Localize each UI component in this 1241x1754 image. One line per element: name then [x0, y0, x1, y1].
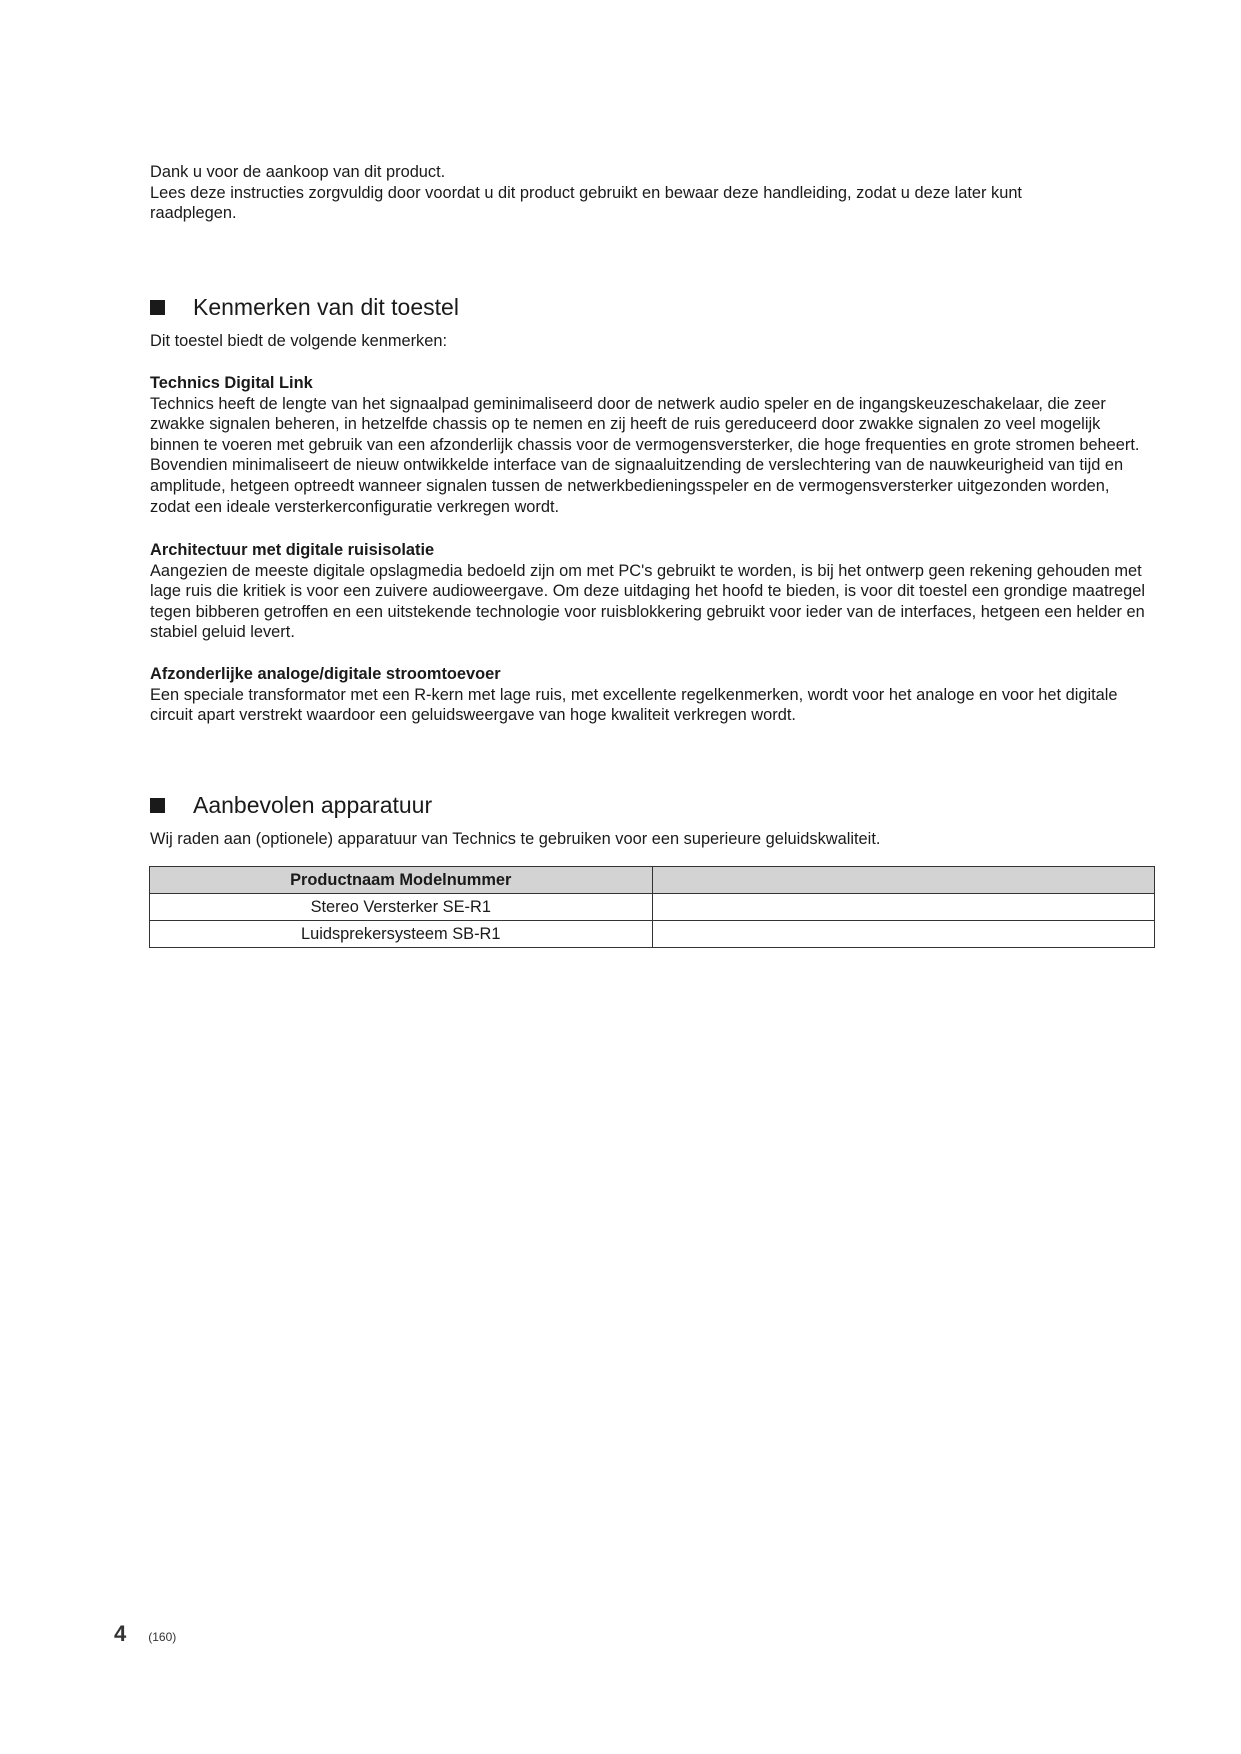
feature-title: Architectuur met digitale ruisisolatie: [150, 541, 435, 559]
page-reference: (160): [148, 1630, 177, 1644]
feature-item: [150, 373, 1150, 517]
table-cell: Stereo Versterker SE-R1: [150, 894, 653, 921]
table-cell: Luidsprekersysteem SB-R1: [150, 921, 653, 948]
square-bullet-icon: [150, 300, 165, 315]
features-lead: Dit toestel biedt de volgende kenmerken:: [150, 332, 448, 350]
recommended-heading: [150, 791, 432, 819]
table-cell: [652, 894, 1155, 921]
table-cell: [652, 921, 1155, 948]
feature-title: Afzonderlijke analoge/digitale stroomtoevoer: [150, 665, 501, 683]
feature-item: [150, 540, 1150, 643]
intro-line-1: Dank u voor de aankoop van dit product.: [150, 163, 446, 181]
page-footer: [114, 1621, 176, 1647]
recommended-heading-text: Aanbevolen apparatuur: [193, 792, 433, 818]
recommended-equipment-table: [149, 866, 1155, 948]
feature-item: [150, 664, 1150, 726]
table-header-row: [150, 867, 1155, 894]
page-number: 4: [114, 1621, 127, 1646]
features-heading: [150, 293, 459, 321]
table-row: [150, 894, 1155, 921]
table-header-cell: Productnaam Modelnummer: [150, 867, 653, 894]
table-header-cell: [652, 867, 1155, 894]
feature-title: Technics Digital Link: [150, 374, 313, 392]
features-heading-text: Kenmerken van dit toestel: [193, 294, 459, 320]
intro-text: [150, 162, 1110, 224]
feature-body: Technics heeft de lengte van het signaalpad geminimaliseerd door de netwerk audio speler en de ingangskeuzeschakelaar, die zeer zwakke signalen beheren, in hetzelfde chassis op te nemen en zij heeft de ruis gereduceerd door zwakke signalen zo veel mogelijk binnen te voeren met gebruik van een afzonderlijk chassis voor de vermogensversterker, die hoge frequenties en grote stromen beheert. Bovendien minimaliseert de nieuw ontwikkelde interface van de signaaluitzending de verslechtering van de nauwkeurigheid van tijd en amplitude, hetgeen optreedt wanneer signalen tussen de netwerkbedieningsspeler en de vermogensversterker uitgezonden worden, zodat een ideale versterkerconfiguratie verkregen wordt.: [150, 394, 1140, 516]
intro-line-2: Lees deze instructies zorgvuldig door voordat u dit product gebruikt en bewaar deze handleiding, zodat u deze later kunt raadplegen.: [150, 183, 1022, 222]
feature-body: Een speciale transformator met een R-kern met lage ruis, met excellente regelkenmerken, wordt voor het analoge en voor het digitale circuit apart verstrekt waardoor een geluidsweergave van hoge kwaliteit verkregen wordt.: [150, 685, 1118, 725]
square-bullet-icon: [150, 798, 165, 813]
feature-body: Aangezien de meeste digitale opslagmedia bedoeld zijn om met PC's gebruikt te worden, is bij het ontwerp geen rekening gehouden met lage ruis die kritiek is voor een zuivere audioweergave. Om deze uitdaging het hoofd te bieden, is voor dit toestel een grondige maatregel tegen bibberen getroffen en een uitstekende technologie voor ruisblokkering gebruikt voor ieder van de interfaces, hetgeen een helder en stabiel geluid levert.: [150, 561, 1145, 642]
recommended-lead: Wij raden aan (optionele) apparatuur van Technics te gebruiken voor een superieure geluidskwaliteit.: [150, 830, 881, 848]
table-row: [150, 921, 1155, 948]
